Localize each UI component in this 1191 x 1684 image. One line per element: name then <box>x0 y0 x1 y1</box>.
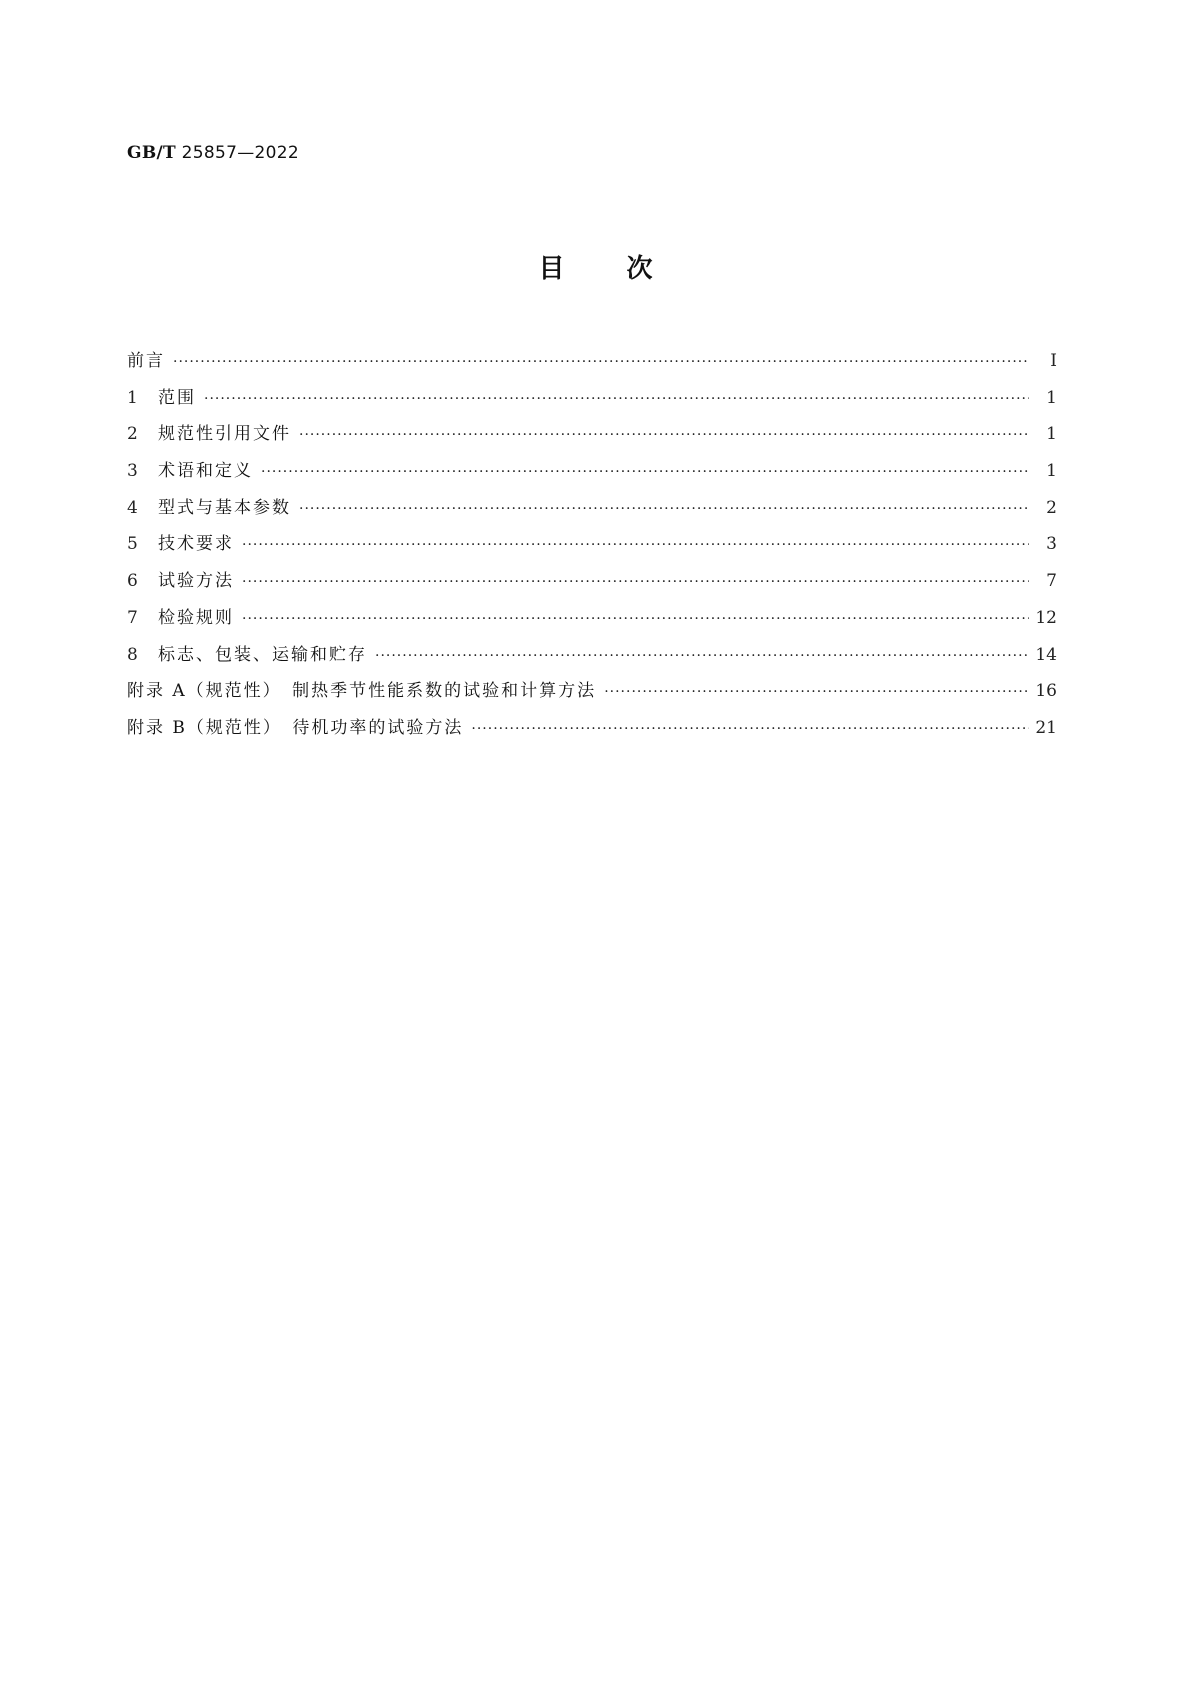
toc-entry-number: 8 <box>127 644 138 665</box>
toc-entry-page: 14 <box>1035 644 1057 665</box>
toc-entry-1[interactable] <box>127 383 1057 420</box>
toc-entry-8[interactable] <box>127 640 1057 677</box>
toc-entry-7[interactable] <box>127 603 1057 640</box>
toc-entry-3[interactable] <box>127 456 1057 493</box>
toc-entry-number: 5 <box>127 534 138 555</box>
toc-entry-label: 前言 <box>127 351 165 371</box>
toc-entry-5[interactable] <box>127 529 1057 566</box>
toc-entry-page: 12 <box>1035 607 1057 628</box>
toc-entry-page: 3 <box>1046 534 1057 555</box>
toc-entry-number: 1 <box>127 387 138 408</box>
toc-entry-label: 范围 <box>158 387 196 408</box>
toc-leader-dots <box>242 537 1029 553</box>
toc-leader-dots <box>604 684 1029 700</box>
standard-code <box>127 143 299 163</box>
table-of-contents <box>127 346 1057 750</box>
toc-entry-page: 7 <box>1046 571 1057 592</box>
toc-entry-label: 技术要求 <box>158 534 234 555</box>
standard-prefix: GB/T <box>127 143 176 163</box>
toc-entry-label: 规范性引用文件 <box>158 424 291 445</box>
toc-entry-page: 1 <box>1046 461 1057 482</box>
toc-entry-appendix-b[interactable] <box>127 713 1057 750</box>
page-title: 目次 <box>538 254 715 284</box>
toc-leader-dots <box>299 501 1029 517</box>
toc-leader-dots <box>242 611 1029 627</box>
toc-entry-4[interactable] <box>127 493 1057 530</box>
toc-leader-dots <box>261 464 1029 480</box>
toc-entry-2[interactable] <box>127 419 1057 456</box>
toc-entry-appendix-a[interactable] <box>127 676 1057 713</box>
toc-entry-page: 1 <box>1046 424 1057 445</box>
toc-entry-page: Ⅰ <box>1050 351 1057 371</box>
toc-entry-number: 3 <box>127 461 138 482</box>
toc-leader-dots <box>242 574 1029 590</box>
toc-entry-label: 试验方法 <box>158 571 234 592</box>
toc-entry-label: 标志、包装、运输和贮存 <box>158 644 367 665</box>
toc-entry-foreword[interactable] <box>127 346 1057 383</box>
toc-entry-page: 1 <box>1046 387 1057 408</box>
toc-entry-label: 型式与基本参数 <box>158 497 291 518</box>
toc-entry-label: 附录 B（规范性） 待机功率的试验方法 <box>127 717 464 738</box>
toc-entry-number: 2 <box>127 424 138 445</box>
toc-entry-6[interactable] <box>127 566 1057 603</box>
toc-leader-dots <box>173 354 1029 370</box>
standard-number: 25857—2022 <box>181 143 300 163</box>
toc-leader-dots <box>375 648 1029 664</box>
toc-entry-label: 术语和定义 <box>158 461 253 482</box>
toc-leader-dots <box>204 391 1029 407</box>
toc-leader-dots <box>299 427 1029 443</box>
toc-entry-number: 7 <box>127 607 138 628</box>
toc-entry-label: 附录 A（规范性） 制热季节性能系数的试验和计算方法 <box>127 681 597 702</box>
toc-entry-label: 检验规则 <box>158 607 234 628</box>
toc-entry-number: 6 <box>127 571 138 592</box>
toc-leader-dots <box>471 721 1029 737</box>
toc-entry-number: 4 <box>127 497 138 518</box>
toc-entry-page: 16 <box>1035 681 1057 702</box>
toc-entry-page: 21 <box>1035 717 1057 738</box>
toc-entry-page: 2 <box>1046 497 1057 518</box>
